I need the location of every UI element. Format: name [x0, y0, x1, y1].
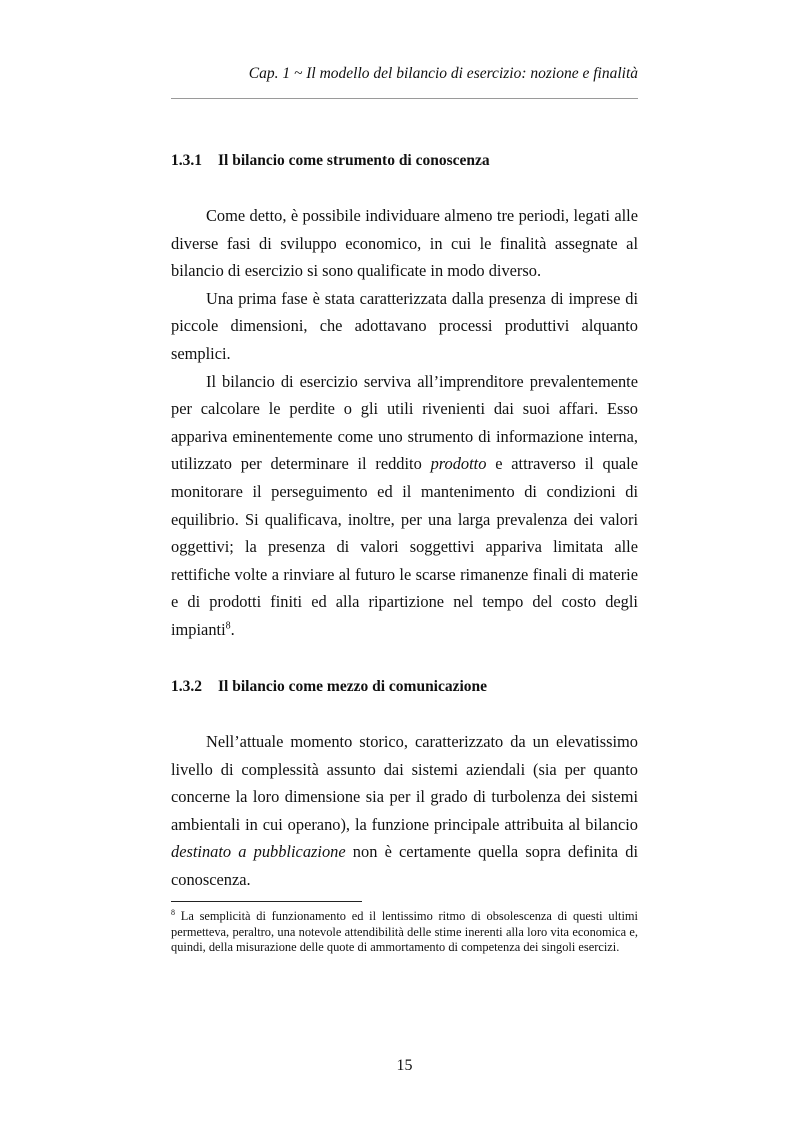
section-heading-1-3-2	[171, 677, 638, 697]
header-divider	[171, 98, 638, 99]
document-page	[171, 0, 638, 1123]
footnote-divider	[171, 901, 362, 902]
footnote-text: La semplicità di funzionamento ed il lentissimo ritmo di obsolescenza di questi ultimi permetteva, peraltro, una notevole attendibilità delle stime inerenti alla loro vita economica e, quindi, della misurazione delle quote di ammortamento di competenza dei singoli esercizi.	[171, 909, 638, 954]
italic-term: destinato a pubblicazione	[171, 842, 346, 862]
italic-term: prodotto	[430, 454, 487, 474]
page-number: 15	[396, 1057, 413, 1074]
section-number: 1.3.1	[171, 152, 202, 169]
paragraph	[171, 728, 638, 894]
running-header: Cap. 1 ~ Il modello del bilancio di esercizio: nozione e finalità	[248, 65, 638, 82]
section-number: 1.3.2	[171, 678, 202, 695]
paragraph: Una prima fase è stata caratterizzata dalla presenza di imprese di piccole dimensioni, che adottavano processi produttivi alquanto semplici.	[171, 288, 638, 363]
paragraph-text: Il bilancio di esercizio serviva all’imprenditore prevalentemente per calcolare le perdite o gli utili rivenienti dai suoi affari. Esso appariva eminentemente come uno strumento di informazione interna, utilizzato per determinare il reddito	[171, 371, 638, 474]
paragraph	[171, 368, 638, 644]
section-1-3-1-body	[171, 202, 638, 644]
section-heading-1-3-1	[171, 151, 638, 171]
footnote-marker: 8	[171, 907, 175, 917]
paragraph-end: .	[230, 619, 235, 639]
section-title: Il bilancio come strumento di conoscenza	[218, 152, 490, 169]
section-1-3-2-body	[171, 728, 638, 894]
footnote	[171, 909, 638, 956]
paragraph: Come detto, è possibile individuare almeno tre periodi, legati alle diverse fasi di sviluppo economico, in cui le finalità assegnate al bilancio di esercizio si sono qualificate in modo diverso.	[171, 206, 638, 281]
paragraph-text: non è certamente quella sopra definita di conoscenza.	[171, 842, 638, 889]
footnote-reference: 8	[225, 620, 231, 632]
section-title: Il bilancio come mezzo di comunicazione	[218, 678, 488, 695]
paragraph-text: e attraverso il quale monitorare il perseguimento ed il mantenimento di condizioni di equilibrio. Si qualificava, inoltre, per una larga prevalenza dei valori oggettivi; la presenza di valori soggettivi appariva limitata alle rettifiche volte a rinviare al futuro le scarse rimanenze finali di materie e di prodotti finiti ed alla ripartizione nel tempo del costo degli impianti	[171, 454, 638, 639]
paragraph-text: Nell’attuale momento storico, caratterizzato da un elevatissimo livello di complessità assunto dai sistemi aziendali (sia per quanto concerne la loro dimensione sia per il grado di turbolenza dei sistemi ambientali in cui operano), la funzione principale attribuita al bilancio	[171, 732, 638, 834]
